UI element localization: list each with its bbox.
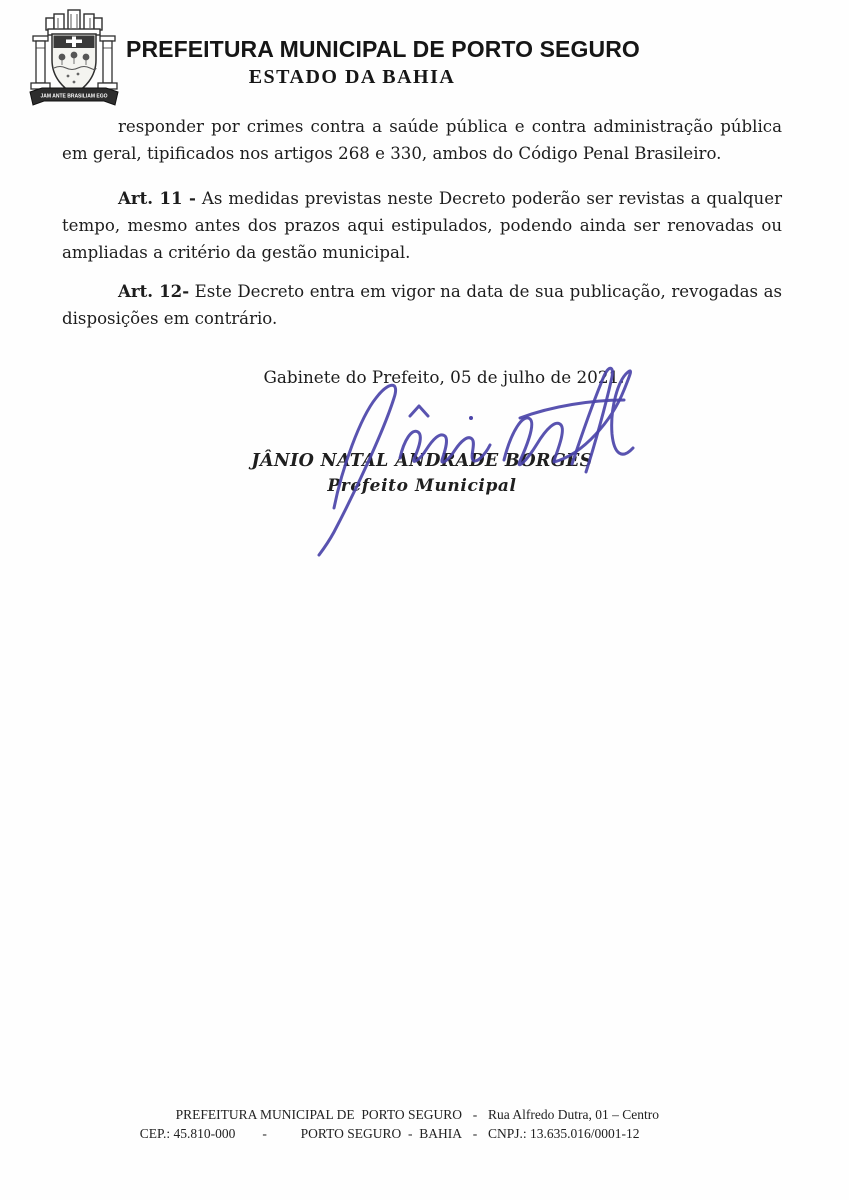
paragraph-lead: Art. 12-	[118, 281, 190, 301]
coat-of-arms	[28, 8, 120, 108]
footer-address-line: Rua Alfredo Dutra, 01 – Centro	[488, 1107, 659, 1122]
footer-cep-line: CEP.: 45.810-000 - PORTO SEGURO - BAHIA	[139, 1125, 462, 1141]
state-name: ESTADO DA BAHIA	[248, 66, 456, 88]
crest-shield	[52, 34, 96, 95]
crest-motto-text: JAM ANTE BRASILIAM EGO	[40, 93, 108, 100]
footer-org-line: PREFEITURA MUNICIPAL DE PORTO SEGURO	[175, 1107, 462, 1122]
signature-ink	[276, 360, 636, 558]
footer-separator: -	[472, 1107, 478, 1122]
paragraph-lead: Art. 11 -	[118, 188, 196, 208]
crest-crown	[46, 10, 102, 35]
paragraph-art-12	[62, 278, 782, 332]
paragraph-continuation	[62, 113, 782, 167]
paragraph-text: Este Decreto entra em vigor na data de sua publicação, revogadas as disposições em contrário.	[62, 282, 782, 328]
footer-separator: -	[472, 1125, 478, 1141]
paragraph-art-11	[62, 185, 782, 266]
crest-banner	[30, 88, 118, 105]
footer-cnpj-line: CNPJ.: 13.635.016/0001-12	[488, 1125, 640, 1141]
org-name: PREFEITURA MUNICIPAL DE PORTO SEGURO	[126, 36, 640, 62]
document-body	[62, 113, 782, 391]
signer-role: Prefeito Municipal	[327, 476, 517, 496]
paragraph-text: responder por crimes contra a saúde pública e contra administração pública em geral, tipificados nos artigos 268 e 330, ambos do Código Penal Brasileiro.	[62, 117, 782, 163]
dateline: Gabinete do Prefeito, 05 de julho de 2021.	[263, 367, 625, 387]
signer-name: JÂNIO NATAL ANDRADE BORGES	[251, 451, 593, 471]
document-footer	[0, 1106, 849, 1143]
letterhead-titles	[126, 36, 640, 89]
paragraph-text: As medidas previstas neste Decreto poderão ser revistas a qualquer tempo, mesmo antes dos prazos aqui estipulados, podendo ainda ser renovadas ou ampliadas a critério da gestão municipal.	[62, 189, 782, 262]
